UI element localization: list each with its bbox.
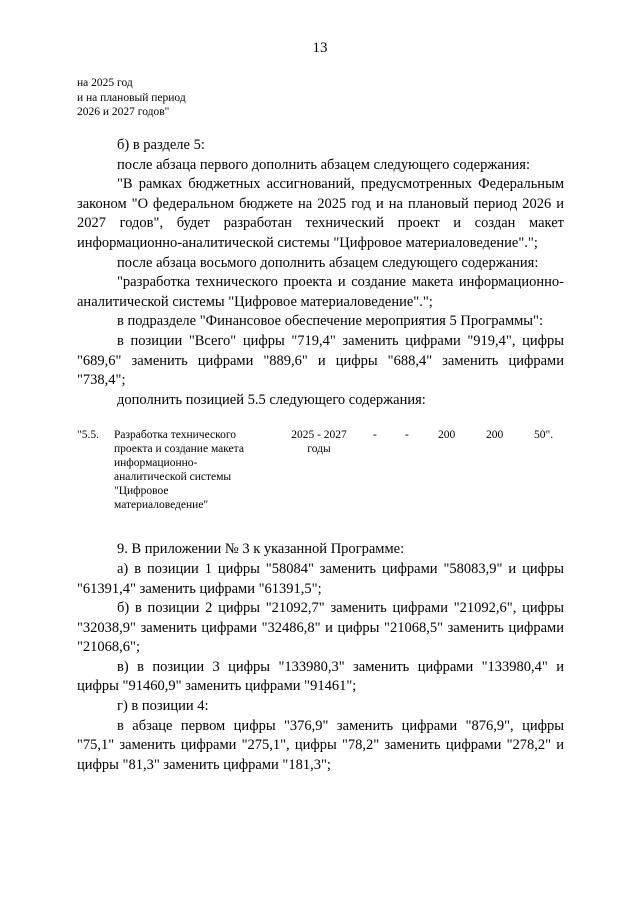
paragraph: в подразделе "Финансовое обеспечение мероприятия 5 Программы": [117,313,543,330]
paragraph: б) в позиции 2 цифры "21092,7" заменить цифрами "21092,6", цифры "32038,9" заменить цифрами "32486,8" и цифры "21068,5" заменить цифрами "21068,6"; [77,600,564,656]
row-value-3: 200 [438,429,456,442]
fragment-line: 2026 и 2027 годов" [77,106,170,118]
row-name-line: проекта и создание макета [114,443,244,456]
page-number: 13 [312,40,328,56]
paragraph: дополнить позицией 5.5 следующего содержания: [117,391,426,408]
document-body [77,136,564,775]
row-value-5: 50". [534,429,554,442]
row-name-line: информационно- [114,457,198,470]
years-word: годы [307,443,331,456]
row-number: "5.5. [77,429,99,442]
previous-table-fragment [77,76,186,120]
fragment-line: и на плановый период [77,91,186,104]
paragraph: после абзаца первого дополнить абзацем следующего содержания: [117,156,530,173]
years-range: 2025 - 2027 [291,429,347,442]
row-value-4: 200 [486,429,504,442]
paragraph: а) в позиции 1 цифры "58084" заменить цифрами "58083,9" и цифры "61391,4" заменить цифрами "61391,5"; [77,560,564,597]
paragraph: в позиции "Всего" цифры "719,4" заменить цифрами "919,4", цифры "689,6" заменить цифрами "889,6" и цифры "688,4" заменить цифрами "738,4"; [77,332,564,389]
row-name-line: Разработка технического [114,429,237,442]
row-value-2: - [405,429,409,442]
paragraph: г) в позиции 4: [117,698,209,715]
paragraph: после абзаца восьмого дополнить абзацем следующего содержания: [117,254,539,271]
row-name-line: материаловедение" [114,499,209,512]
paragraph: "разработка технического проекта и создание макета информационно-аналитической системы "Цифровое материаловедение"."; [77,274,564,310]
paragraph: б) в разделе 5: [117,137,205,153]
paragraph: в) в позиции 3 цифры "133980,3" заменить цифрами "133980,4" и цифры "91460,9" заменить цифрами "91461"; [77,658,564,695]
fragment-line: на 2025 год [77,77,133,89]
inserted-table-row [77,428,564,528]
row-value-1: - [373,429,377,442]
paragraph: в абзаце первом цифры "376,9" заменить цифрами "876,9", цифры "75,1" заменить цифрами "275,1", цифры "78,2" заменить цифрами "278,2" и цифры "81,3" заменить цифрами "181,3"; [77,717,564,773]
paragraph: 9. В приложении № 3 к указанной Программе: [117,541,405,558]
row-years [285,428,353,456]
row-name [114,428,244,512]
row-name-line: аналитической системы [114,471,232,484]
paragraph: "В рамках бюджетных ассигнований, предусмотренных Федеральным законом "О федеральном бюджете на 2025 год и на плановый период 2026 и 2027 годов", будет разработан технический проект и создан макет информационно-аналитической системы "Цифровое материаловедение"."; [77,176,564,251]
row-name-line: "Цифровое [114,485,169,498]
